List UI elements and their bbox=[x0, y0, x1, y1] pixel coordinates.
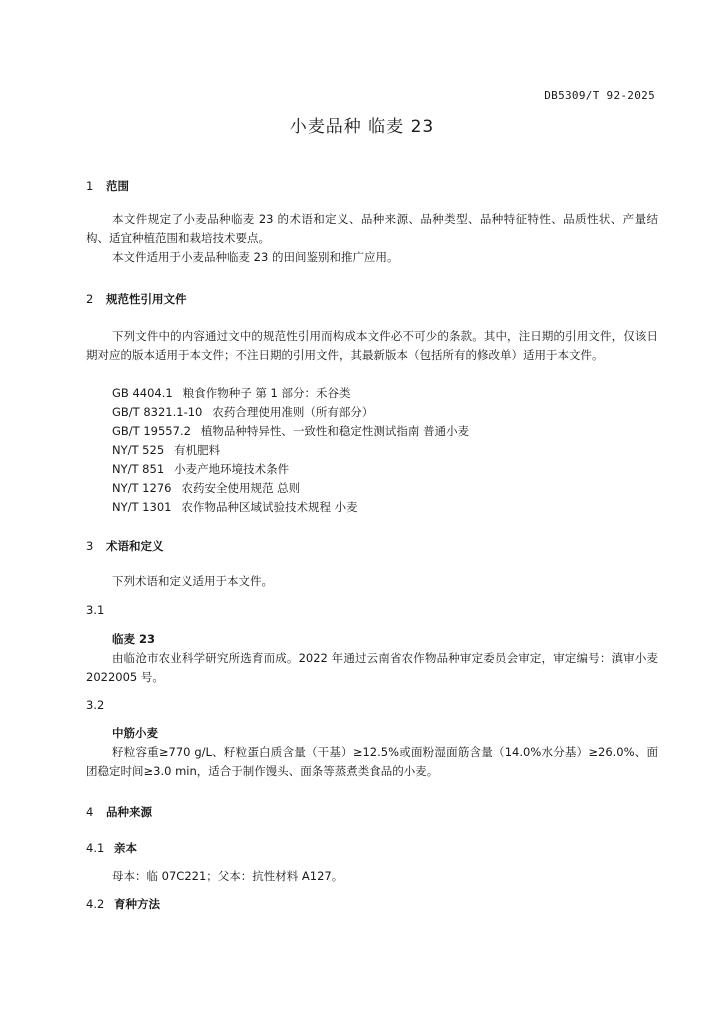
parent-text: 母本：临 07C221；父本：抗性材料 A127。 bbox=[112, 869, 344, 883]
section-title: 规范性引用文件 bbox=[106, 292, 187, 306]
section-2-heading bbox=[86, 291, 187, 307]
section-number: 3 bbox=[86, 539, 94, 553]
document-title: 小麦品种 临麦 23 bbox=[289, 117, 435, 137]
reference-item bbox=[112, 460, 469, 479]
clause-number: 3.2 bbox=[86, 698, 105, 712]
reference-code: NY/T 1276 bbox=[112, 481, 172, 495]
section-title: 术语和定义 bbox=[106, 539, 164, 553]
reference-item bbox=[112, 384, 469, 403]
scope-paragraph-2: 本文件适用于小麦品种临麦 23 的田间鉴别和推广应用。 bbox=[112, 250, 399, 264]
reference-code: GB/T 19557.2 bbox=[112, 424, 191, 438]
reference-title: 粮食作物种子 第 1 部分：禾谷类 bbox=[182, 386, 351, 400]
reference-item bbox=[112, 479, 469, 498]
reference-code: GB 4404.1 bbox=[112, 386, 173, 400]
reference-title: 植物品种特异性、一致性和稳定性测试指南 普通小麦 bbox=[200, 424, 470, 438]
reference-title: 有机肥料 bbox=[174, 443, 221, 457]
reference-title: 农作物品种区域试验技术规程 小麦 bbox=[181, 500, 358, 514]
section-number: 2 bbox=[86, 292, 94, 306]
reference-list bbox=[112, 384, 469, 517]
terms-intro: 下列术语和定义适用于本文件。 bbox=[112, 574, 273, 588]
document-code: DB5309/T 92-2025 bbox=[544, 89, 655, 102]
subsection-number: 4.1 bbox=[86, 841, 105, 855]
scope-paragraph-1: 本文件规定了小麦品种临麦 23 的术语和定义、品种来源、品种类型、品种特征特性、品质性状、产量结构、适宜种植范围和栽培技术要点。 bbox=[86, 212, 658, 245]
subsection-title: 育种方法 bbox=[114, 897, 160, 911]
reference-item bbox=[112, 422, 469, 441]
term-definition: 由临沧市农业科学研究所选育而成。2022 年通过云南省农作物品种审定委员会审定，审定编号：滇审小麦 2022005 号。 bbox=[86, 651, 658, 684]
section-1-heading bbox=[86, 178, 129, 194]
subsection-4-2-heading bbox=[86, 896, 160, 912]
subsection-4-1-heading bbox=[86, 840, 137, 856]
section-title: 范围 bbox=[106, 179, 129, 193]
subsection-number: 4.2 bbox=[86, 897, 105, 911]
reference-item bbox=[112, 498, 469, 517]
section-3-heading bbox=[86, 538, 164, 554]
normative-references-intro: 下列文件中的内容通过文中的规范性引用而构成本文件必不可少的条款。其中，注日期的引用文件，仅该日期对应的版本适用于本文件；不注日期的引用文件，其最新版本（包括所有的修改单）适用于本文件。 bbox=[86, 329, 658, 362]
term-definition: 籽粒容重≥770 g/L、籽粒蛋白质含量（干基）≥12.5%或面粉湿面筋含量（14.0%水分基）≥26.0%、面团稳定时间≥3.0 min，适合于制作馒头、面条等蒸煮类食品的小麦。 bbox=[86, 745, 658, 778]
reference-code: NY/T 1301 bbox=[112, 500, 172, 514]
section-4-heading bbox=[86, 804, 152, 820]
reference-code: GB/T 8321.1-10 bbox=[112, 405, 203, 419]
term-name: 临麦 23 bbox=[112, 632, 156, 646]
term-name: 中筋小麦 bbox=[112, 726, 158, 740]
reference-title: 农药合理使用准则（所有部分） bbox=[212, 405, 374, 419]
reference-title: 农药安全使用规范 总则 bbox=[181, 481, 301, 495]
reference-code: NY/T 851 bbox=[112, 462, 165, 476]
section-number: 1 bbox=[86, 179, 94, 193]
reference-title: 小麦产地环境技术条件 bbox=[174, 462, 290, 476]
reference-item bbox=[112, 441, 469, 460]
section-title: 品种来源 bbox=[106, 805, 152, 819]
clause-number: 3.1 bbox=[86, 603, 105, 617]
section-number: 4 bbox=[86, 805, 94, 819]
reference-code: NY/T 525 bbox=[112, 443, 165, 457]
subsection-title: 亲本 bbox=[114, 841, 137, 855]
reference-item bbox=[112, 403, 469, 422]
